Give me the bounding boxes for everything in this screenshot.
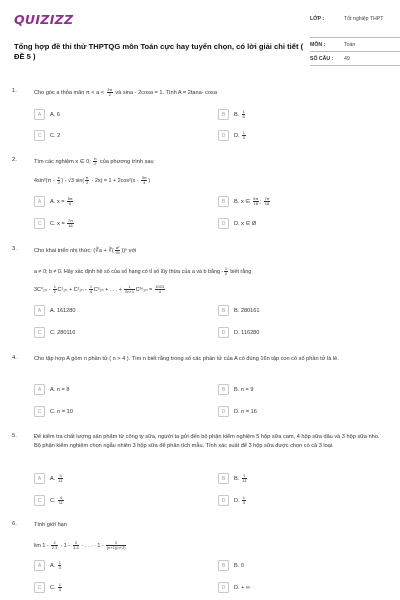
option-letter-box: B bbox=[218, 305, 229, 316]
option-c[interactable] bbox=[34, 581, 210, 594]
option-letter-box: C bbox=[34, 582, 45, 593]
option-text: A. 161280 bbox=[50, 307, 76, 314]
meta-value: Tốt nghiệp THPT bbox=[344, 16, 384, 22]
option-a[interactable] bbox=[34, 304, 210, 317]
option-a[interactable] bbox=[34, 195, 210, 208]
worksheet-header bbox=[14, 10, 386, 80]
meta-row-count bbox=[310, 52, 400, 66]
option-d[interactable] bbox=[218, 581, 394, 594]
option-letter-box: D bbox=[218, 218, 229, 229]
meta-key: LỚP : bbox=[310, 16, 325, 22]
option-d[interactable] bbox=[218, 494, 394, 507]
option-letter-box: A bbox=[34, 560, 45, 571]
option-letter-box: A bbox=[34, 196, 45, 207]
option-a[interactable] bbox=[34, 108, 210, 121]
option-d[interactable] bbox=[218, 217, 394, 230]
option-text: D. x ∈ Ø bbox=[234, 220, 257, 227]
question-4 bbox=[12, 355, 388, 423]
option-letter-box: C bbox=[34, 130, 45, 141]
question-text: Tìm các nghiệm x ∈ 0; $\frac{\pi}{2}$ của phương trình sau bbox=[34, 156, 154, 166]
question-5 bbox=[12, 433, 388, 513]
option-c[interactable] bbox=[34, 405, 210, 418]
meta-row-class bbox=[310, 14, 400, 38]
question-number: 3. bbox=[12, 246, 17, 252]
meta-row-subject bbox=[310, 38, 400, 52]
question-text-line-2: a ≠ 0; b ≠ 0. Hãy xác định hệ số của số hạng có tỉ số lũy thừa của a và b bằng - $\frac{1}{2}$ biết rằng bbox=[34, 266, 252, 276]
question-text: Tính giới hạn bbox=[34, 522, 67, 528]
question-text: Cho tập hợp A gồm n phần tử ( n > 4 ). Tìm n biết rằng trong số các phần tử của A có đúng 16n tập con có số phần tử là lẻ. bbox=[34, 356, 339, 362]
meta-value: Toán bbox=[344, 42, 356, 48]
option-text: C. x = $\frac{7\pi}{18}$ bbox=[50, 218, 73, 228]
option-c[interactable] bbox=[34, 494, 210, 507]
option-text: A. x = $\frac{5\pi}{6}$ bbox=[50, 196, 73, 206]
question-equation: 3C⁰₂ₙ - $\frac{1}{2}$ C¹₂ₙ + C²₂ₙ - $\frac{1}{4}$ C³₂ₙ + . . . + $\frac{1}{2n+1}$ C²ⁿ₂ₙ = $\frac{1023}{4}$ bbox=[34, 284, 165, 294]
question-text: Để kiểm tra chất lượng sản phẩm từ công ty sữa, người ta gửi đến bộ phận kiểm nghiệm 5 hộp sữa cam, 4 hộp sữa dâu và 3 hộp sữa nho. Bộ phận kiểm nghiệm chọn ngẫu nhiên 3 hộp sữa để phân tích mẫu. Tính xác suất để 3 hộp sữa được chọn có cả 3 loại. bbox=[34, 434, 380, 449]
question-equation: lim 1 - $\frac{2}{2.3}$ · 1 - $\frac{2}{3.4}$ · . . . · 1 - $\frac{2}{(n+1)(n+2)}$ bbox=[34, 540, 126, 550]
option-letter-box: A bbox=[34, 384, 45, 395]
option-a[interactable] bbox=[34, 383, 210, 396]
option-letter-box: D bbox=[218, 130, 229, 141]
question-number: 2. bbox=[12, 157, 17, 163]
option-letter-box: C bbox=[34, 495, 45, 506]
option-text: D. $\frac{1}{2}$ bbox=[234, 130, 245, 140]
option-a[interactable] bbox=[34, 472, 210, 485]
option-text: C. $\frac{1}{3}$ bbox=[50, 582, 61, 592]
option-d[interactable] bbox=[218, 129, 394, 142]
question-6 bbox=[12, 521, 388, 599]
option-text: A. $\frac{3}{11}$ bbox=[50, 473, 63, 483]
option-letter-box: B bbox=[218, 560, 229, 571]
option-letter-box: C bbox=[34, 327, 45, 338]
option-c[interactable] bbox=[34, 217, 210, 230]
option-letter-box: D bbox=[218, 495, 229, 506]
option-letter-box: B bbox=[218, 196, 229, 207]
question-1 bbox=[12, 88, 388, 148]
option-text: C. n = 10 bbox=[50, 408, 73, 415]
option-text: D. 116280 bbox=[234, 329, 260, 336]
option-d[interactable] bbox=[218, 405, 394, 418]
question-equation: 4sin²(π - $\frac{x}{2}$ ) - √3 sin( $\frac{\pi}{2}$ - 2x) = 1 + 2cos²(x - $\frac{3\pi}{4}$ ) bbox=[34, 175, 151, 185]
option-text: B. x ∈ $\frac{5\pi}{18}$ ; $\frac{7\pi}{18}$ bbox=[234, 196, 270, 206]
option-text: C. 2 bbox=[50, 132, 61, 139]
option-b[interactable] bbox=[218, 108, 394, 121]
question-text: Cho khai triển nhị thức: (∛a + ∛( $\frac{\text{a²}}{√b}$ ))ⁿ với bbox=[34, 245, 137, 255]
option-text: A. 6 bbox=[50, 111, 60, 118]
question-number: 5. bbox=[12, 433, 17, 439]
option-text: B. 0 bbox=[234, 562, 244, 569]
option-text: D. n = 16 bbox=[234, 408, 257, 415]
document-title: Tổng hợp đề thi thử THPTQG môn Toán cực hay tuyển chọn, có lời giải chi tiết ( ĐỀ 5 ) bbox=[14, 42, 304, 61]
option-text: A. $\frac{1}{3}$ bbox=[50, 560, 61, 570]
question-number: 4. bbox=[12, 355, 17, 361]
question-number: 6. bbox=[12, 521, 17, 527]
option-b[interactable] bbox=[218, 195, 394, 208]
option-text: C. 280116 bbox=[50, 329, 76, 336]
option-text: D. + ∞ bbox=[234, 584, 250, 591]
question-2 bbox=[12, 157, 388, 237]
meta-value: 49 bbox=[344, 56, 350, 62]
worksheet-meta bbox=[310, 14, 400, 66]
option-text: D. $\frac{1}{3}$ bbox=[234, 495, 245, 505]
option-letter-box: A bbox=[34, 305, 45, 316]
option-letter-box: C bbox=[34, 406, 45, 417]
option-b[interactable] bbox=[218, 472, 394, 485]
option-letter-box: B bbox=[218, 109, 229, 120]
option-text: B. 280161 bbox=[234, 307, 260, 314]
option-d[interactable] bbox=[218, 326, 394, 339]
option-text: B. $\frac{1}{11}$ bbox=[234, 473, 247, 483]
option-letter-box: D bbox=[218, 327, 229, 338]
option-b[interactable] bbox=[218, 304, 394, 317]
option-text: A. n = 8 bbox=[50, 386, 70, 393]
question-number: 1. bbox=[12, 88, 17, 94]
question-text: Cho góc a thỏa mãn π < a < $\frac{3\pi}{2}$ và sina - 2cosa = 1. Tính A = 2tana- cosa bbox=[34, 87, 217, 97]
option-b[interactable] bbox=[218, 383, 394, 396]
option-letter-box: A bbox=[34, 109, 45, 120]
option-letter-box: D bbox=[218, 582, 229, 593]
meta-key: SỐ CÂU : bbox=[310, 56, 334, 62]
option-a[interactable] bbox=[34, 559, 210, 572]
option-letter-box: A bbox=[34, 473, 45, 484]
option-letter-box: D bbox=[218, 406, 229, 417]
option-text: C. $\frac{4}{11}$ bbox=[50, 495, 63, 505]
option-c[interactable] bbox=[34, 326, 210, 339]
option-text: B. n = 9 bbox=[234, 386, 254, 393]
question-3 bbox=[12, 246, 388, 346]
quizizz-logo: QUIZIZZ bbox=[14, 12, 74, 27]
option-c[interactable] bbox=[34, 129, 210, 142]
option-letter-box: B bbox=[218, 473, 229, 484]
meta-key: MÔN : bbox=[310, 42, 326, 48]
option-letter-box: B bbox=[218, 384, 229, 395]
option-text: B. $\frac{1}{6}$ bbox=[234, 109, 245, 119]
option-letter-box: C bbox=[34, 218, 45, 229]
option-b[interactable] bbox=[218, 559, 394, 572]
